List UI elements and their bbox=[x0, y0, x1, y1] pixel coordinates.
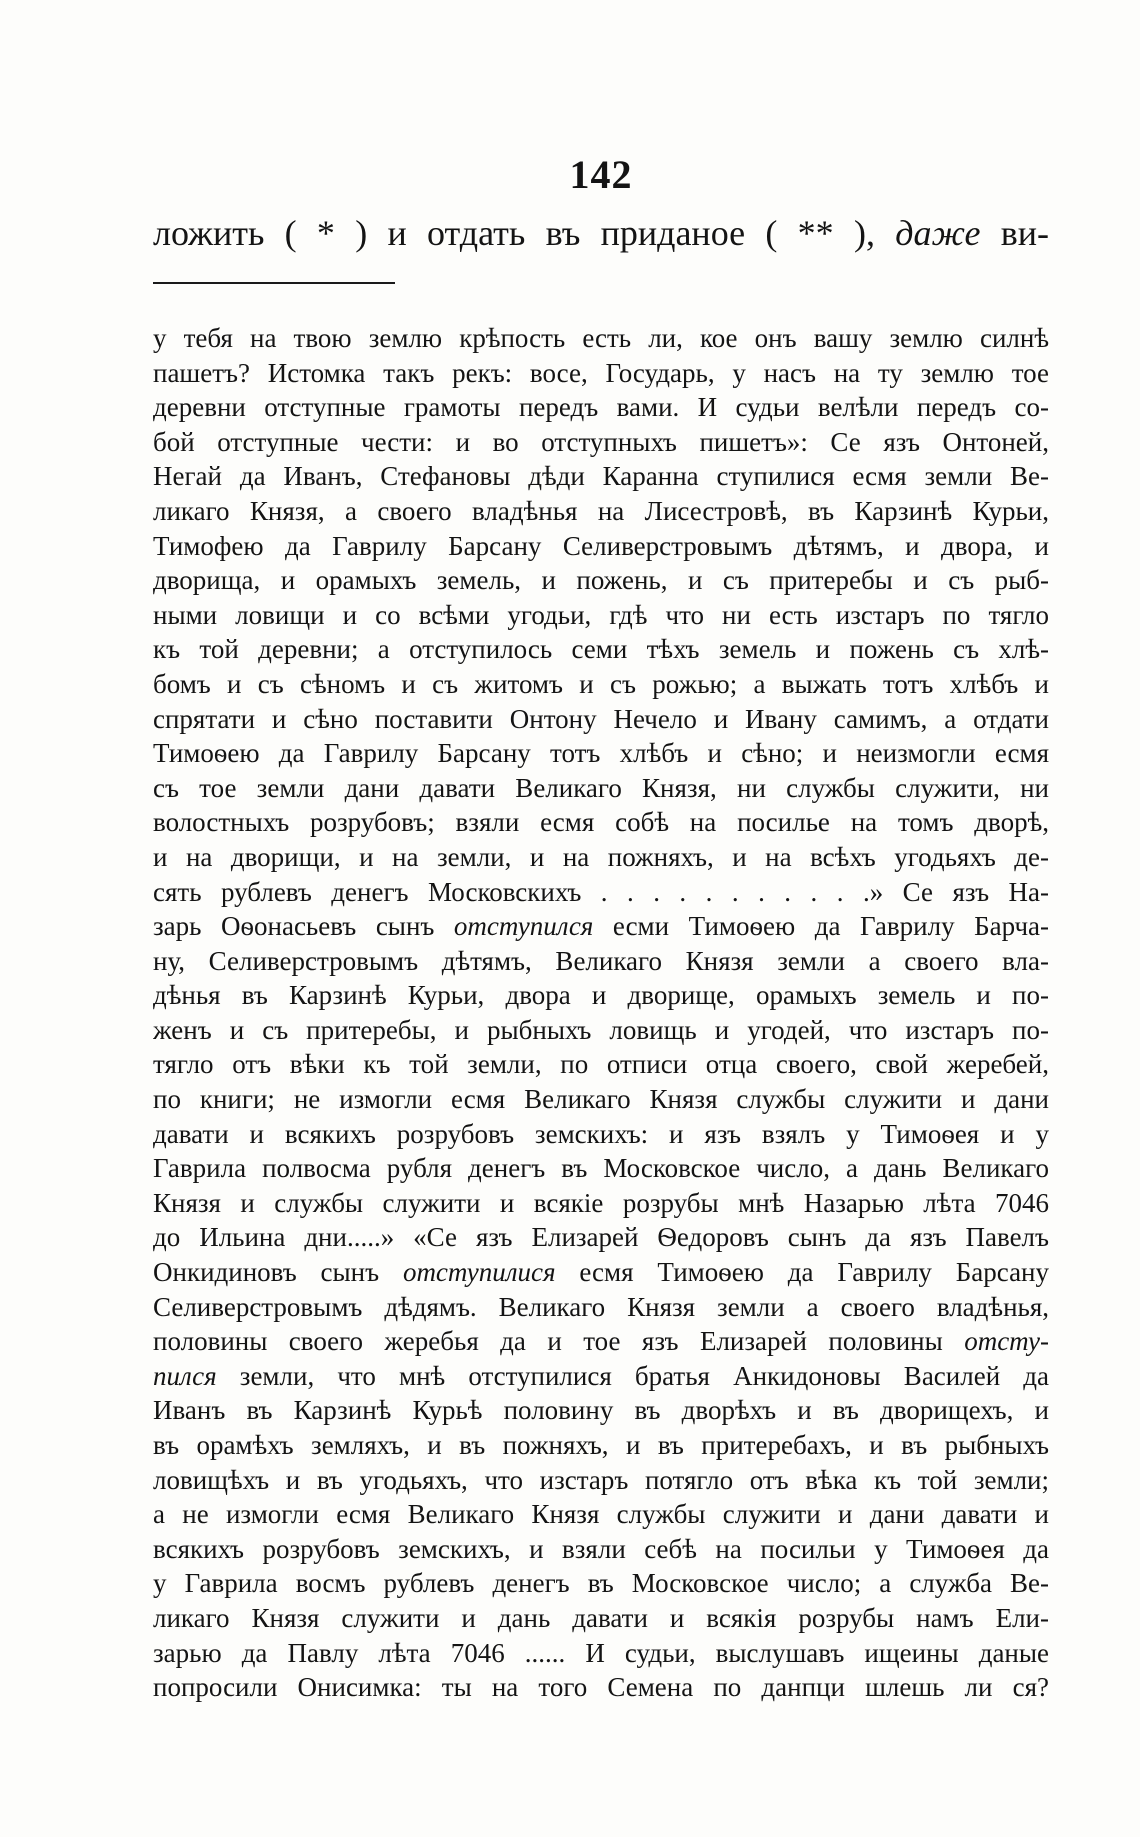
footnote-text: у Гаврила восмъ рублевъ денегъ въ Московское число; а служба Ве- bbox=[153, 1568, 1049, 1599]
footnote-line bbox=[153, 1463, 1049, 1498]
footnote-text: ликаго Князя служити и дань давати и всякія розрубы намъ Ели- bbox=[153, 1602, 1049, 1633]
footnote-line bbox=[153, 909, 1049, 944]
footnote-text: дворища, и орамыхъ земель, и пожень, и съ притеребы и съ рыб- bbox=[153, 565, 1049, 596]
footnote-line bbox=[153, 1117, 1049, 1152]
main-text-italic: даже bbox=[895, 213, 981, 253]
footnote-line bbox=[153, 1151, 1049, 1186]
footnote-line bbox=[153, 875, 1049, 910]
footnote-line bbox=[153, 1255, 1049, 1290]
footnote-text: а не измогли есмя Великаго Князя службы служити и дани давати и bbox=[153, 1499, 1049, 1530]
main-text-line bbox=[153, 213, 1049, 253]
footnote-text: женъ и съ притеребы, и рыбныхъ ловищь и угодей, что изстаръ по- bbox=[153, 1014, 1049, 1045]
footnote-text: тягло отъ вѣки къ той земли, по отписи отца своего, свой жеребей, bbox=[153, 1049, 1049, 1080]
footnote-line bbox=[153, 494, 1049, 529]
footnote-text: Тимоѳею да Гаврилу Барсану тотъ хлѣбъ и сѣно; и неизмогли есмя bbox=[153, 738, 1049, 769]
footnote-text: къ той деревни; а отступилось семи тѣхъ земель и пожень съ хлѣ- bbox=[153, 634, 1049, 665]
footnote-line bbox=[153, 1670, 1049, 1705]
footnote-line bbox=[153, 944, 1049, 979]
footnote-line bbox=[153, 632, 1049, 667]
footnote-italic-text: отступилися bbox=[402, 1257, 556, 1288]
footnote-line bbox=[153, 1013, 1049, 1048]
footnote-text: Князя и службы служити и всякіе розрубы мнѣ Назарью лѣта 7046 bbox=[153, 1187, 1049, 1218]
footnote-text: бой отступные чести: и во отступныхъ пишетъ»: Се язъ Онтоней, bbox=[153, 426, 1049, 457]
footnote-text: Селиверстровымъ дѣдямъ. Великаго Князя земли а своего владѣнья, bbox=[153, 1291, 1049, 1322]
footnote-line bbox=[153, 702, 1049, 737]
footnote-line bbox=[153, 1290, 1049, 1325]
footnote-line bbox=[153, 978, 1049, 1013]
footnote-text: Негай да Иванъ, Стефановы дѣди Каранна ступилися есмя земли Ве- bbox=[153, 461, 1049, 492]
footnote-line bbox=[153, 840, 1049, 875]
footnote-text: сять рублевъ денегъ Московскихъ . . . . . . . . . . .» Се язъ На- bbox=[153, 876, 1049, 907]
footnote-text: волостныхъ розрубовъ; взяли есмя собѣ на посилье на томъ дворѣ, bbox=[153, 807, 1049, 838]
footnote-line bbox=[153, 1324, 1049, 1359]
footnote-line bbox=[153, 1186, 1049, 1221]
footnote-text: Онкидиновъ сынъ bbox=[153, 1257, 403, 1288]
footnote-text: зарь Оѳонасьевъ сынъ bbox=[153, 911, 454, 942]
footnote-line bbox=[153, 1497, 1049, 1532]
footnote-line bbox=[153, 1359, 1049, 1394]
footnote-text: попросили Онисимка: ты на того Семена по данпци шлешь ли ся? bbox=[153, 1672, 1049, 1703]
footnote-line bbox=[153, 1566, 1049, 1601]
footnote-italic-text: отступился bbox=[453, 911, 594, 942]
footnote-text: Иванъ въ Карзинѣ Курьѣ половину въ дворѣхъ и въ дворищехъ, и bbox=[153, 1395, 1049, 1426]
footnote-text: у тебя на твою землю крѣпость есть ли, кое онъ вашу землю силнѣ bbox=[153, 323, 1049, 353]
footnote-text: по книги; не измогли есмя Великаго Князя службы служити и дани bbox=[153, 1084, 1049, 1115]
footnote-line bbox=[153, 425, 1049, 460]
footnote-text: и на дворищи, и на земли, и на пожняхъ, и на всѣхъ угодьяхъ де- bbox=[153, 841, 1049, 872]
footnote-text: ными ловищи и со всѣми угодьи, гдѣ что ни есть изстаръ по тягло bbox=[153, 599, 1049, 630]
footnote-text: съ тое земли дани давати Великаго Князя, ни службы служити, ни bbox=[153, 772, 1049, 803]
footnote-text: ликаго Князя, а своего владѣнья на Лисестровѣ, въ Карзинѣ Курьи, bbox=[153, 495, 1049, 526]
footnote-text: ловищѣхъ и въ угодьяхъ, что изстаръ потягло отъ вѣка къ той земли; bbox=[153, 1464, 1049, 1495]
footnote-text: Гаврила полвосма рубля денегъ въ Московское число, а дань Великаго bbox=[153, 1153, 1049, 1184]
footnote-line bbox=[153, 1220, 1049, 1255]
footnote-text: зарью да Павлу лѣта 7046 ...... И судьи, выслушавъ ищеины даные bbox=[153, 1637, 1049, 1668]
footnote-text: до Ильина дни.....» «Се язъ Елизарей Ѳедоровъ сынъ да язъ Павелъ bbox=[153, 1222, 1049, 1253]
footnote-text: есмя Тимоѳею да Гаврилу Барсану bbox=[555, 1257, 1049, 1288]
footnote-line bbox=[153, 1393, 1049, 1428]
footnote-line bbox=[153, 1047, 1049, 1082]
footnote-line bbox=[153, 598, 1049, 633]
footnote-line bbox=[153, 771, 1049, 806]
footnote-line bbox=[153, 563, 1049, 598]
footnote-italic-text: отсту- bbox=[964, 1326, 1049, 1357]
footnote-text: есми Тимоѳею да Гаврилу Барча- bbox=[593, 911, 1049, 942]
footnote-text: Тимофею да Гаврилу Барсану Селиверстровымъ дѣтямъ, и двора, и bbox=[153, 530, 1049, 561]
footnote-line bbox=[153, 356, 1049, 391]
footnote-line bbox=[153, 1532, 1049, 1567]
main-text: ви- bbox=[980, 213, 1049, 253]
footnote-text: въ орамѣхъ земляхъ, и въ пожняхъ, и въ притеребахъ, и въ рыбныхъ bbox=[153, 1430, 1049, 1460]
footnote-text: всякихъ розрубовъ земскихъ, и взяли себѣ на посильи у Тимоѳея да bbox=[153, 1533, 1049, 1564]
footnote-italic-text: пился bbox=[153, 1360, 217, 1391]
footnote-line bbox=[153, 805, 1049, 840]
main-text: ложить ( * ) и отдать въ приданое ( ** ), bbox=[153, 213, 896, 253]
footnote-text: половины своего жеребья да и тое язъ Елизарей половины bbox=[153, 1326, 965, 1357]
footnote-line bbox=[153, 736, 1049, 771]
page-number: 142 bbox=[569, 152, 633, 197]
footnote-text: бомъ и съ сѣномъ и съ житомъ и съ рожью; а выжать тотъ хлѣбъ и bbox=[153, 668, 1049, 699]
footnote-text: пашетъ? Истомка такъ рекъ: восе, Государь, у насъ на ту землю тое bbox=[153, 357, 1049, 388]
footnote-text: земли, что мнѣ отступилися братья Анкидоновы Василей да bbox=[216, 1360, 1049, 1391]
footnote-text: деревни отступные грамоты передъ вами. И судьи велѣли передъ со- bbox=[153, 392, 1049, 423]
footnote-line bbox=[153, 529, 1049, 564]
footnote-text: ну, Селиверстровымъ дѣтямъ, Великаго Князя земли а своего вла- bbox=[153, 945, 1049, 976]
footnote-line bbox=[153, 321, 1049, 356]
footnote-text: спрятати и сѣно поставити Онтону Нечело и Ивану самимъ, а отдати bbox=[153, 703, 1049, 734]
footnote-line bbox=[153, 390, 1049, 425]
footnote-line bbox=[153, 1636, 1049, 1671]
footnote-separator-rule bbox=[153, 282, 395, 284]
footnote-line bbox=[153, 459, 1049, 494]
footnote-line bbox=[153, 1601, 1049, 1636]
footnote-line bbox=[153, 1428, 1049, 1463]
footnote-line bbox=[153, 1082, 1049, 1117]
footnote-text: давати и всякихъ розрубовъ земскихъ: и язъ взялъ у Тимоѳея и у bbox=[153, 1118, 1049, 1149]
footnote-line bbox=[153, 667, 1049, 702]
footnote-block bbox=[153, 321, 1049, 1705]
footnote-text: дѣнья въ Карзинѣ Курьи, двора и дворище, орамыхъ земель и по- bbox=[153, 980, 1049, 1011]
